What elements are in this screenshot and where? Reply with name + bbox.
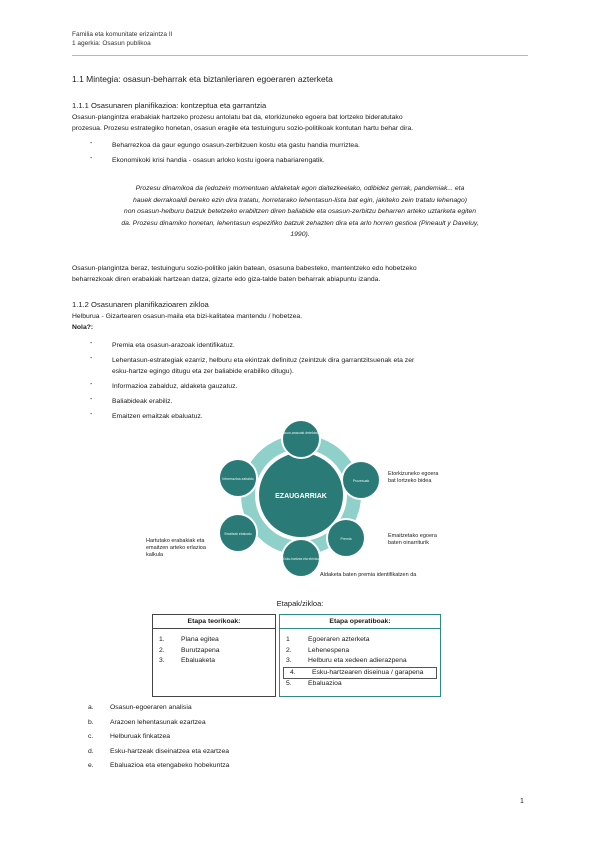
running-header: [72, 30, 172, 48]
annotation-decision-line3: kalkula: [146, 552, 164, 558]
table-row: 2. Burutzapena: [159, 646, 220, 654]
stages-title: Etapak/zikloa:: [276, 599, 324, 608]
bullet-item: Premia eta osasun-arazoak identifikatuz.: [112, 342, 235, 349]
bullet-item: Lehentasun-estrategiak ezarriz, helburu eta ekintzak definituz (zeintzuk dira garrantzitsuenak eta zer: [112, 357, 415, 364]
planning-cycle-diagram: [120, 418, 480, 590]
node-right-upper-label: Prozesuak: [352, 479, 370, 483]
quote-line: non osasun-helburu batzuk betetzeko erabiltzen diren baliabide eta osasun-zerbitzu beharren arteko uztarketa egiten: [123, 208, 477, 215]
annotation-need: Aldaketa baten premia identifikatzen da: [320, 572, 417, 578]
annotation-result-line1: Emaitzetako egoera: [388, 533, 437, 539]
table-row: 3. Helburu eta xedeen adierazpena: [286, 657, 407, 664]
bullet-item: Baliabideak erabiliz.: [112, 398, 173, 405]
node-bottom-label: Esku-hartzea eta ekintza: [282, 557, 320, 561]
header-course: Familia eta komunitate erizaintza II: [72, 31, 173, 38]
center-label: EZAUGARRIAK: [275, 493, 327, 500]
annotation-decision-line2: emaitzen arteko erlazioa: [146, 545, 206, 551]
paragraph-line: prozesua. Prozesu estrategiko honetan, osasun eragile eta testuinguru sozio-politikoak kontutan hartu behar dira.: [72, 125, 414, 132]
header-unit: 1 agerkia: Osasun publikoa: [72, 40, 151, 47]
list-item: b. Arazoen lehentasunak ezartzea: [88, 718, 206, 726]
goal-line: [72, 311, 528, 322]
page-title: 1.1 Mintegia: osasun-beharrak eta biztanleriaren egoeraren azterketa: [72, 74, 333, 84]
bullet-item: Beharrezkoa da gaur egungo osasun-zerbitzuen kostu eta gastu handia murriztea.: [112, 142, 360, 149]
node-right-lower-label: Premia: [340, 537, 352, 541]
operational-header: Etapa operatiboak:: [280, 615, 440, 629]
list-item: d. Esku-hartzeak diseinatzea eta ezartzea: [88, 747, 230, 755]
quote-line: Prozesu dinamikoa da (edozein momentuan aldaketak egon daitezkeelako, odibidez gerrak, pandemiak... eta: [135, 185, 465, 192]
page-number: 1: [520, 798, 524, 805]
table-row: 3. Ebaluaketa: [159, 657, 216, 664]
quote-line: 1990).: [290, 231, 310, 238]
operational-stages-table: [279, 614, 441, 697]
paragraph-line: beharrezkoak diren erabakiak hartzean datza, gizarte edo giza-talde baten beharrak abiapuntu izanda.: [72, 276, 381, 283]
annotation-future-line1: Etorkizuneko egoera: [388, 471, 439, 477]
table-row: 2. Lehenespena: [286, 646, 350, 654]
list-item: e. Ebaluazioa eta etengabeko hobekuntza: [88, 762, 230, 769]
bullet-item: Ekonomikoki krisi handia - osasun arloko kostu igoera nabariarengatik.: [112, 157, 325, 164]
node-top: [282, 420, 320, 458]
table-row: 1. Plana egitea: [159, 636, 219, 643]
lettered-list: [88, 703, 229, 776]
header-divider: [72, 55, 528, 56]
quote-line: hauek derrakoaldi bereko ezin dira tratatu, horretarako lehentasun-lista bat egin, jakiteko zein tratatu lehenago): [132, 196, 467, 204]
list-item: c. Helburuak finkatzea: [88, 733, 171, 740]
theoretical-header: Etapa teorikoak:: [153, 615, 275, 629]
bullet-item: Informazioa zabalduz, aldaketa gauzatuz.: [112, 383, 238, 390]
table-row: 5. Ebaluazioa: [286, 680, 342, 687]
node-left-lower-label: Emaitzak ebaluatu: [224, 532, 252, 536]
definition-quote: [72, 183, 528, 241]
paragraph-intro: [72, 112, 528, 134]
theoretical-stages-table: [152, 614, 276, 697]
node-top-label: Osasun-arazoak detektatzea: [278, 431, 324, 435]
table-row: 1 Egoeraren azterketa: [286, 636, 370, 643]
paragraph-line: Osasun-plangintza erabakiak hartzeko prozesu antolatu bat da, etorkizuneko egoera bat lortzeko bideratutako: [72, 114, 403, 121]
goal-text: - Gizartearen osasun-maila eta bizi-kalitatea mantendu / hobetzea.: [99, 313, 303, 320]
annotation-future-line2: bat lortzeko bidea: [388, 478, 432, 484]
table-row-highlighted: 4. Esku-hartzearen diseinua / garapena: [283, 667, 437, 680]
document-page: Familia eta komunitate erizaintza II 1 agerkia: Osasun publikoa 1.1 Mintegia: osasun-beharrak eta biztanleriaren egoeraren azterketa 1.1.1 Osasunaren planifikazioa: kontzeptua eta garrantzia Osasun-plangintza erabakiak hartzeko prozesu antolatu bat da, etorkizuneko egoera bat lortzeko bideratutako prozesua. Prozesu estrategiko honetan, osasun eragile eta testuinguru sozio-politikoak kontutan hartu behar dira. - Beharrezkoa da gaur egungo osasun-zerbitzuen kostu eta gastu handia murriztea. - Ekonomikoki krisi handia - osasun arloko kostu igoera nabariarengatik. Prozesu dinamikoa da (edozein momentuan aldaketak egon daitezkeelako, odibidez gerrak, pandemiak... eta hauek derrakoaldi bereko ezin dira tratatu, horretarako lehentasun-lista bat egin, jakiteko zein tratatu lehenago) non osasun-helburu batzuk betetzeko erabiltzen diren baliabide eta osasun-zerbitzu beharren arteko uztarketa egiten da. Prozesu dinamiko honetan, lehentasun espezifiko batzuk zehazten dira eta arlo horren gestioa (Pineault y Daveluy, 1990). Osasun-plangintza beraz, testuinguru sozio-politiko jakin batean, osasuna babesteko, mantentzeko edo hobetzeko beharrezkoak diren erabakiak hartzean datza, gizarte edo giza-talde baten beharrak abiapuntu izanda. 1.1.2 Osasunaren planifikazioaren zikloa Helburua - Gizartearen osasun-maila eta bizi-kalitatea mantendu / hobetzea. Nola?: - Premia eta osasun-arazoak identifikatuz. - Lehentasun-estrategiak ezarriz, helburu eta ekintzak definituz (zeintzuk dira garrantzitsuenak eta zer esku-hartze egingo ditugu eta zer baliabide erabiliko ditugu). - Informazioa zabalduz, aldaketa gauzatuz. - Baliabideak erabiliz. - Emaitzen emaitzak ebaluatuz. EZAUGARRIAK Osasun-arazoak detektatzea Prozesuak Premia Esku-hartzea eta ekintza Emaitzak ebaluatu Informazioa zabaldu Etorkizuneko egoera bat lortzeko bidea Emaitzetako egoera baten oinarriturik Hartutako erabakiak eta emaitzen arteko erlazioa kalkula Aldaketa baten premia identifikatzen da Etapak/zikloa: Etapa teorikoak: 1. Plana egitea 2. Burutzapena 3. Ebaluaketa Etapa operatiboak: 1 Egoeraren azterketa 2. Lehenespena 3. Helburu eta xedeen adierazpena 4. Esku-hartzearen diseinua / garapena 5. Ebaluazioa a. Osasun-egoeraren analisia b. Arazoen lehentasunak ezartzea c. Helburuak finkatzea d. Esku-hartzeak diseinatzea eta ezartzea e. Ebaluazioa eta etengabeko hobekuntza 1: [0, 0, 600, 848]
bullet-item: Emaitzen emaitzak ebaluatuz.: [112, 413, 203, 420]
goal-label: Helburua: [72, 313, 100, 320]
quote-line: da. Prozesu dinamiko honetan, lehentasun espezifiko batzuk zehazten dira eta arlo horren gestioa (Pineault y Daveluy,: [121, 219, 479, 227]
node-left-upper-label: Informazioa zabaldu: [222, 477, 254, 481]
list-item: a. Osasun-egoeraren analisia: [88, 704, 192, 711]
bullet-item-continued: esku-hartze egingo ditugu eta zer baliabide erabiliko ditugu).: [112, 368, 294, 375]
paragraph-summary: [72, 263, 528, 285]
section-heading-2: 1.1.2 Osasunaren planifikazioaren zikloa: [72, 300, 209, 309]
section-heading-1: 1.1.1 Osasunaren planifikazioa: kontzeptua eta garrantzia: [72, 101, 267, 110]
paragraph-line: Osasun-plangintza beraz, testuinguru sozio-politiko jakin batean, osasuna babesteko, mantentzeko edo hobetzeko: [72, 265, 417, 272]
annotation-result-line2: baten oinarriturik: [388, 540, 429, 546]
annotation-decision-line1: Hartutako erabakiak eta: [146, 538, 205, 544]
how-label: Nola?:: [72, 324, 94, 331]
